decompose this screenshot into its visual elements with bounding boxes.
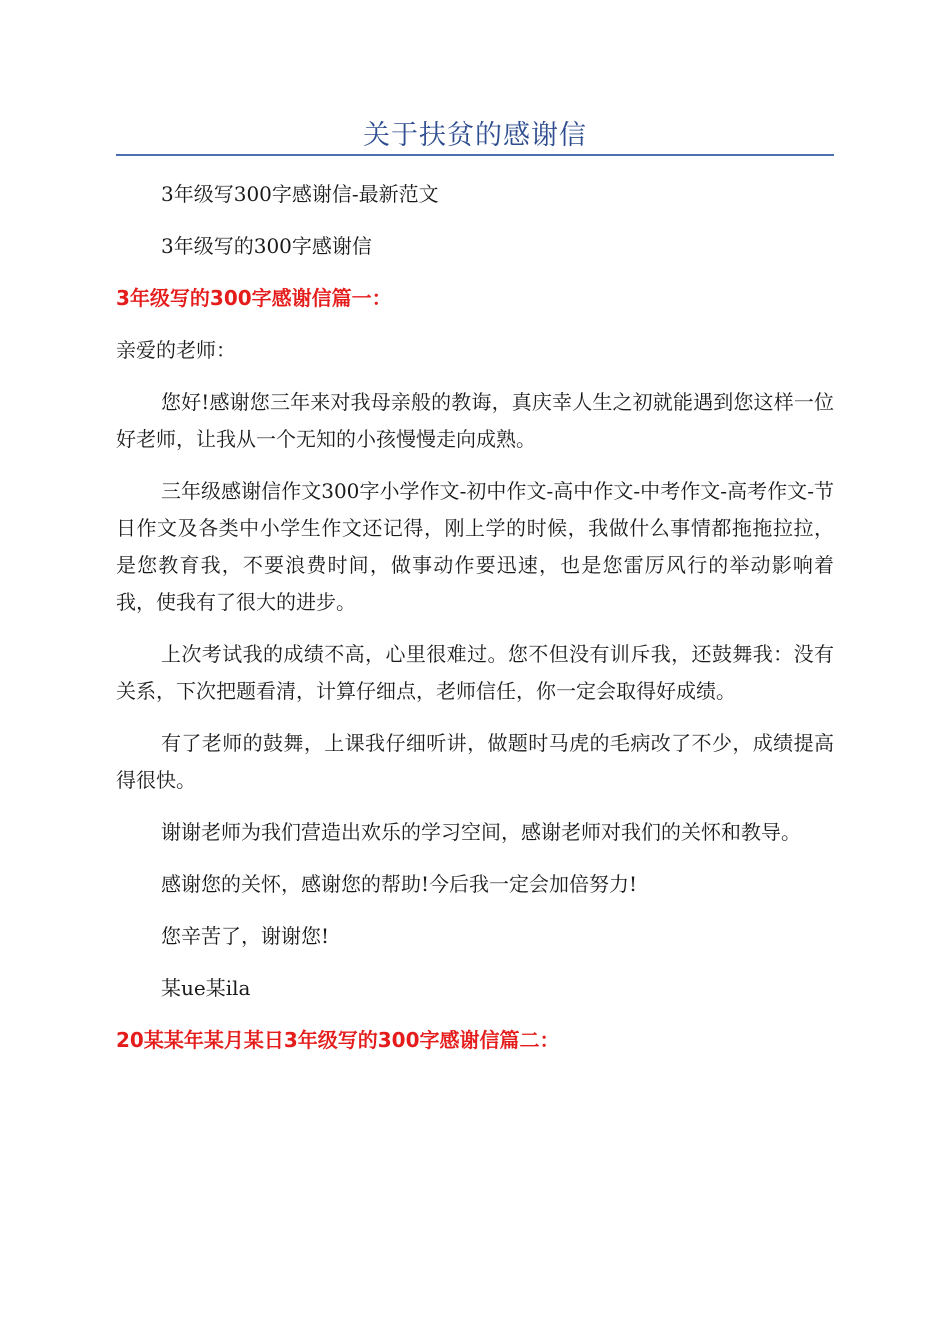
subtitle-line-2: 3年级写的300字感谢信 — [161, 234, 372, 258]
subtitle-line-1: 3年级写300字感谢信-最新范文 — [161, 182, 439, 206]
section-heading-1: 3年级写的300字感谢信篇一： — [116, 286, 392, 310]
closing-line: 您辛苦了，谢谢您! — [161, 924, 330, 948]
body-paragraph: 上次考试我的成绩不高，心里很难过。您不但没有训斥我，还鼓舞我：没有关系，下次把题看清，计算仔细点，老师信任，你一定会取得好成绩。 — [116, 642, 834, 703]
document-body — [116, 176, 834, 1074]
document-title: 关于扶贫的感谢信 — [363, 120, 587, 151]
section-heading-2: 20某某年某月某日3年级写的300字感谢信篇二： — [116, 1028, 560, 1052]
body-paragraph: 谢谢老师为我们营造出欢乐的学习空间，感谢老师对我们的关怀和教导。 — [161, 820, 801, 844]
signature-line: 某ue某ila — [161, 976, 251, 1000]
body-paragraph: 感谢您的关怀，感谢您的帮助!今后我一定会加倍努力! — [161, 872, 638, 896]
body-paragraph: 三年级感谢信作文300字小学作文-初中作文-高中作文-中考作文-高考作文-节日作文及各类中小学生作文还记得，刚上学的时候，我做什么事情都拖拖拉拉，是您教育我，不要浪费时间，做事动作要迅速，也是您雷厉风行的举动影响着我，使我有了很大的进步。 — [116, 479, 834, 614]
salutation: 亲爱的老师： — [116, 338, 236, 362]
body-paragraph: 有了老师的鼓舞，上课我仔细听讲，做题时马虎的毛病改了不少，成绩提高得很快。 — [116, 731, 834, 792]
title-underline — [116, 154, 834, 156]
body-paragraph: 您好!感谢您三年来对我母亲般的教诲，真庆幸人生之初就能遇到您这样一位好老师，让我从一个无知的小孩慢慢走向成熟。 — [116, 390, 834, 451]
